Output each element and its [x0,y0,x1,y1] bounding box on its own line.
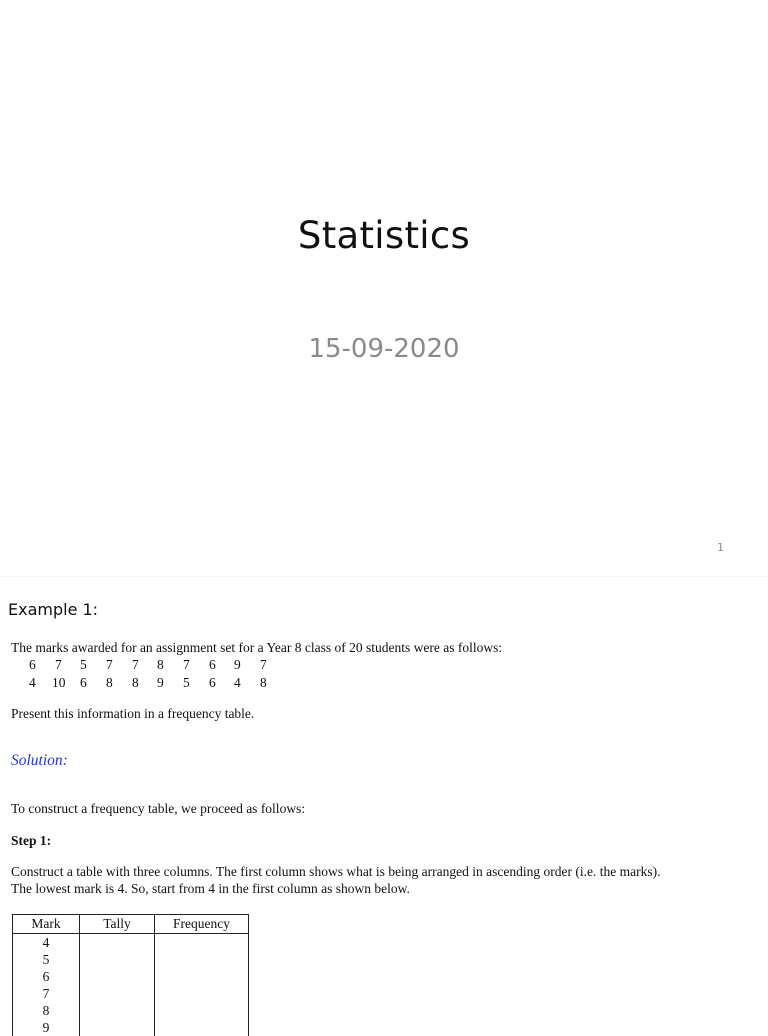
frequency-cell [155,968,249,985]
mark-cell: 9 [13,1019,80,1036]
example-slide [0,577,768,1035]
slide-title: Statistics [297,214,471,257]
table-row [13,934,249,952]
present-text: Present this information in a frequency table. [11,706,255,721]
mark-value: 7 [183,657,190,672]
header-frequency: Frequency [155,915,249,934]
mark-cell: 5 [13,951,80,968]
page-number: 1 [717,541,724,554]
mark-value: 8 [260,675,267,690]
table-row [13,951,249,968]
tally-cell [80,968,155,985]
mark-cell: 7 [13,985,80,1002]
mark-value: 8 [132,675,139,690]
table-header-row [13,915,249,934]
mark-value: 7 [55,657,62,672]
step-label: Step 1: [11,833,52,848]
header-mark: Mark [13,915,80,934]
mark-value: 10 [52,675,66,690]
mark-value: 5 [183,675,190,690]
frequency-cell [155,985,249,1002]
mark-value: 4 [29,675,36,690]
tally-cell [80,985,155,1002]
mark-cell: 6 [13,968,80,985]
tally-cell [80,951,155,968]
mark-value: 6 [29,657,36,672]
solution-label: Solution: [11,752,68,769]
slide-date: 15-09-2020 [308,334,460,364]
mark-value: 6 [80,675,87,690]
frequency-cell [155,1002,249,1019]
intro-text: The marks awarded for an assignment set for a Year 8 class of 20 students were as follows: [11,640,503,655]
tally-cell [80,934,155,952]
table-row [13,1002,249,1019]
mark-value: 7 [106,657,113,672]
mark-value: 5 [80,657,87,672]
table-row [13,985,249,1002]
proceed-text: To construct a frequency table, we proceed as follows: [11,801,306,816]
construct-text-line-1: Construct a table with three columns. The first column shows what is being arranged in ascending order (i.e. the marks). [11,864,661,879]
mark-value: 6 [209,657,216,672]
mark-value: 7 [260,657,267,672]
construct-text-line-2: The lowest mark is 4. So, start from 4 in the first column as shown below. [11,881,410,896]
tally-cell [80,1002,155,1019]
mark-cell: 8 [13,1002,80,1019]
mark-value: 8 [157,657,164,672]
mark-value: 9 [157,675,164,690]
table-row [13,1019,249,1036]
frequency-cell [155,934,249,952]
mark-value: 8 [106,675,113,690]
table-row [13,968,249,985]
frequency-table [12,914,249,1036]
mark-value: 4 [234,675,241,690]
mark-value: 6 [209,675,216,690]
header-tally: Tally [80,915,155,934]
mark-value: 9 [234,657,241,672]
mark-value: 7 [132,657,139,672]
example-heading: Example 1: [8,600,99,619]
tally-cell [80,1019,155,1036]
mark-cell: 4 [13,934,80,952]
frequency-cell [155,951,249,968]
frequency-cell [155,1019,249,1036]
